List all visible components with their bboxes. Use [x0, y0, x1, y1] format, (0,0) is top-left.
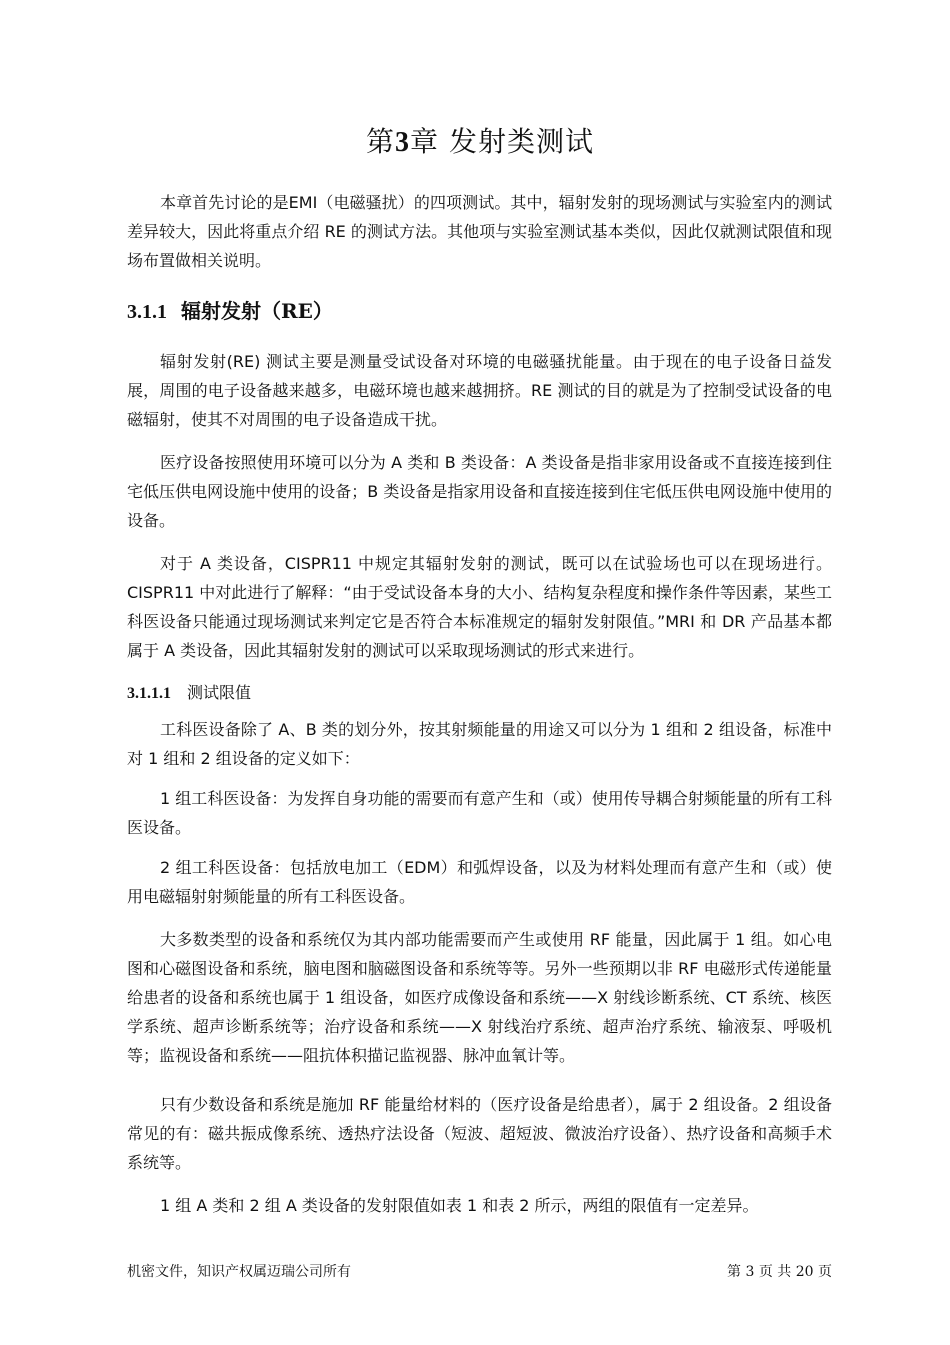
chapter-number: 3 — [395, 127, 411, 158]
section-heading — [127, 297, 333, 326]
footer-confidential: 机密文件，知识产权属迈瑞公司所有 — [127, 1264, 351, 1280]
intro-paragraph: 本章首先讨论的是EMI（电磁骚扰）的四项测试。其中，辐射发射的现场测试与实验室内的测试差异较大，因此将重点介绍 RE 的测试方法。其他项与实验室测试基本类似，因此仅就测试限值和现场布置做相关说明。 — [127, 193, 832, 270]
subsection-paragraph-6: 1 组 A 类和 2 组 A 类设备的发射限值如表 1 和表 2 所示，两组的限值有一定差异。 — [160, 1196, 759, 1215]
subsection-paragraph-3: 2 组工科医设备：包括放电加工（EDM）和弧焊设备，以及为材料处理而有意产生和（或）使用电磁辐射射频能量的所有工科医设备。 — [127, 858, 832, 906]
footer-page-number: 第 3 页 共 20 页 — [727, 1264, 832, 1280]
subsection-heading — [127, 681, 251, 706]
subsection-paragraph-2: 1 组工科医设备：为发挥自身功能的需要而有意产生和（或）使用传导耦合射频能量的所有工科医设备。 — [127, 789, 832, 837]
subsection-paragraph-4: 大多数类型的设备和系统仅为其内部功能需要而产生或使用 RF 能量，因此属于 1 组。如心电图和心磁图设备和系统，脑电图和脑磁图设备和系统等等。另外一些预期以非 RF 电磁形式传递能量给患者的设备和系统也属于 1 组设备，如医疗成像设备和系统——X 射线诊断系统、CT 系统、核医学系统、超声诊断系统等；治疗设备和系统——X 射线治疗系统、超声治疗系统、输液泵、呼吸机等；监视设备和系统——阻抗体积描记监视器、脉冲血氧计等。 — [127, 930, 832, 1065]
section-paragraph-2: 医疗设备按照使用环境可以分为 A 类和 B 类设备：A 类设备是指非家用设备或不直接连接到住宅低压供电网设施中使用的设备；B 类设备是指家用设备和直接连接到住宅低压供电网设施中使用的设备。 — [127, 453, 832, 530]
subsection-title: 测试限值 — [187, 683, 252, 702]
section-title: 辐射发射（RE） — [181, 299, 333, 323]
chapter-name: 章 发射类测试 — [410, 125, 594, 158]
section-number: 3.1.1 — [127, 301, 167, 323]
section-paragraph-3: 对于 A 类设备，CISPR11 中规定其辐射发射的测试，既可以在试验场也可以在现场进行。CISPR11 中对此进行了解释：“由于受试设备本身的大小、结构复杂程度和操作条件等因素，某些工科医设备只能通过现场测试来判定它是否符合本标准规定的辐射发射限值。”MRI 和 DR 产品基本都属于 A 类设备，因此其辐射发射的测试可以采取现场测试的形式来进行。 — [127, 554, 832, 660]
subsection-paragraph-1: 工科医设备除了 A、B 类的划分外，按其射频能量的用途又可以分为 1 组和 2 组设备，标准中对 1 组和 2 组设备的定义如下： — [127, 720, 832, 768]
section-paragraph-1: 辐射发射(RE) 测试主要是测量受试设备对环境的电磁骚扰能量。由于现在的电子设备日益发展，周围的电子设备越来越多，电磁环境也越来越拥挤。RE 测试的目的就是为了控制受试设备的电磁辐射，使其不对周围的电子设备造成干扰。 — [127, 352, 832, 429]
chapter-prefix: 第 — [366, 125, 396, 158]
subsection-number: 3.1.1.1 — [127, 685, 171, 702]
chapter-title — [0, 122, 950, 163]
subsection-paragraph-5: 只有少数设备和系统是施加 RF 能量给材料的（医疗设备是给患者），属于 2 组设备。2 组设备常见的有：磁共振成像系统、透热疗法设备（短波、超短波、微波治疗设备）、热疗设备和高频手术系统等。 — [127, 1095, 832, 1172]
